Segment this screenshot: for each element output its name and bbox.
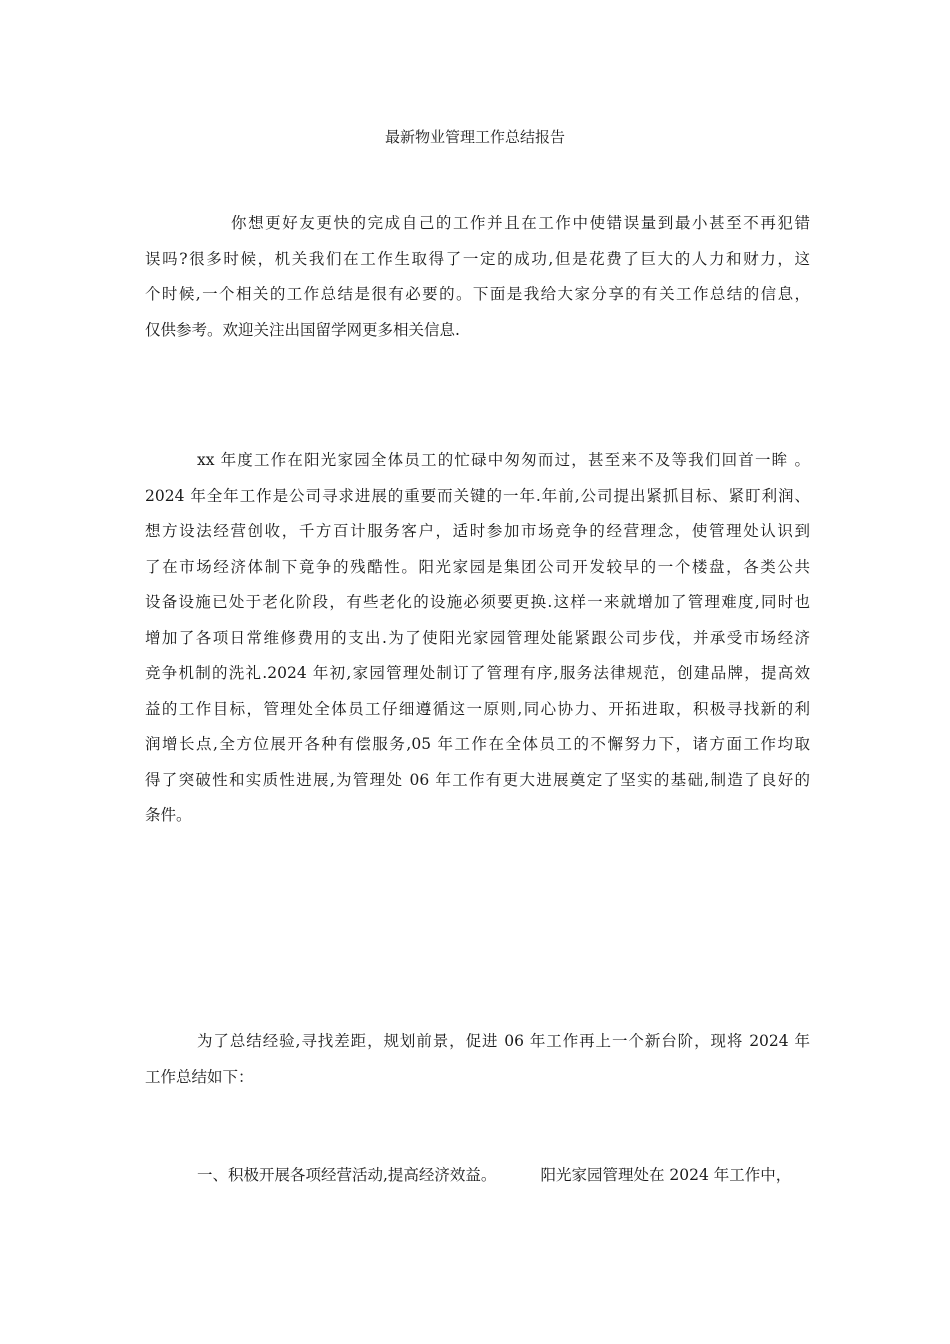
paragraph-line: 个时候,一个相关的工作总结是很有必要的。下面是我给大家分享的有关工作总结的信息， <box>145 285 810 303</box>
paragraph-line: xx 年度工作在阳光家园全体员工的忙碌中匆匆而过，甚至来不及等我们回首一眸 。 <box>197 451 810 469</box>
paragraph-summary-intro <box>145 1024 810 1095</box>
paragraph-section-one <box>145 1158 810 1194</box>
paragraph-line: 条件。 <box>145 806 192 824</box>
section-heading: 一、积极开展各项经营活动,提高经济效益。 <box>197 1166 497 1184</box>
paragraph-line: 竞争机制的洗礼.2024 年初,家园管理处制订了管理有序,服务法律规范，创建品牌，提高效 <box>145 664 810 682</box>
paragraph-line: 仅供参考。欢迎关注出国留学网更多相关信息. <box>145 320 460 339</box>
section-text: 阳光家园管理处在 2024 年工作中， <box>540 1166 792 1184</box>
paragraph-intro <box>145 206 810 348</box>
paragraph-line: 2024 年全年工作是公司寻求进展的重要而关键的一年.年前,公司提出紧抓目标、紧盯利润、 <box>145 486 810 505</box>
paragraph-line: 想方设法经营创收，千方百计服务客户，适时参加市场竞争的经营理念，使管理处认识到 <box>145 522 810 540</box>
paragraph-line: 益的工作目标，管理处全体员工仔细遵循这一原则,同心协力、开拓进取，积极寻找新的利 <box>145 699 810 718</box>
paragraph-line: 误吗?很多时候，机关我们在工作生取得了一定的成功,但是花费了巨大的人力和财力，这 <box>145 249 810 268</box>
paragraph-line: 增加了各项日常维修费用的支出.为了使阳光家园管理处能紧跟公司步伐，并承受市场经济 <box>145 628 810 647</box>
paragraph-review <box>145 443 810 834</box>
paragraph-line: 工作总结如下： <box>145 1067 254 1086</box>
paragraph-line: 了在市场经济体制下竟争的残酷性。阳光家园是集团公司开发较早的一个楼盘，各类公共 <box>145 557 810 576</box>
paragraph-line <box>145 1158 810 1194</box>
paragraph-line: 设备设施已处于老化阶段，有些老化的设施必须要更换.这样一来就增加了管理难度,同时也 <box>145 593 810 611</box>
paragraph-line: 润增长点,全方位展开各种有偿服务,05 年工作在全体员工的不懈努力下，诸方面工作均取 <box>145 735 810 753</box>
paragraph-line: 为了总结经验,寻找差距，规划前景，促进 06 年工作再上一个新台阶，现将 2024 年 <box>197 1032 810 1050</box>
paragraph-line: 你想更好友更快的完成自己的工作并且在工作中使错误量到最小甚至不再犯错 <box>231 214 810 232</box>
paragraph-line: 得了突破性和实质性进展,为管理处 06 年工作有更大进展奠定了坚实的基础,制造了良好的 <box>145 770 810 789</box>
document-title: 最新物业管理工作总结报告 <box>384 128 565 146</box>
